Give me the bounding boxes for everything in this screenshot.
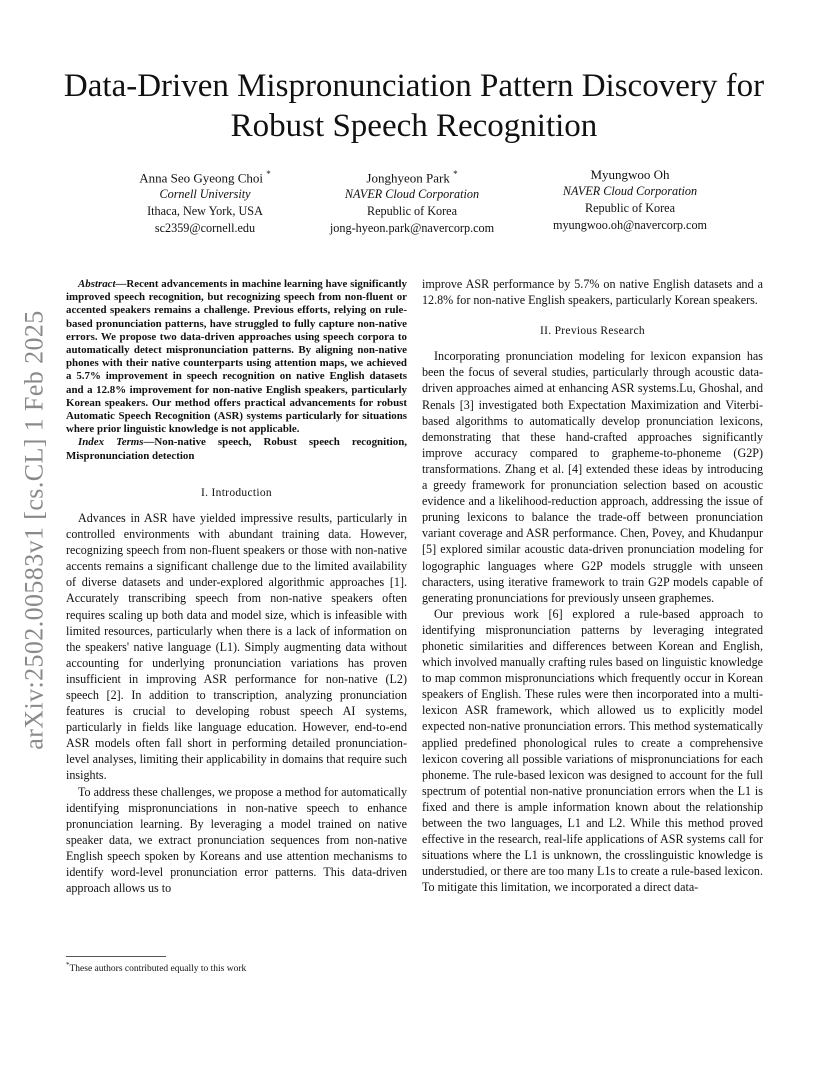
author-1-mark: * — [266, 169, 271, 179]
footnote-text: These authors contributed equally to this work — [69, 964, 247, 975]
introduction-paragraph-1: Advances in ASR have yielded impressive results, particularly in controlled environments with abundant training data. However, recognizing speech from non-fluent speakers or those with non-native accents remains a significant challenge due to the limited availability of diverse datasets and under-explored algorithmic approaches [1]. Accurately transcribing speech from non-native speakers often requires scaling up both data and model size, which is infeasible with limited resources, particularly when there is a lack of information on the speakers' native language (L1). Simply augmenting data without accounting for underlying pronunciation variations has proven insufficient in improving ASR performance for non-native (L2) speech [2]. In addition to transcription, analyzing pronunciation features is crucial to developing robust speech AI systems, particularly in fields like language education. However, end-to-end ASR models often fall short in performing detailed pronunciation-level analyses, limiting their applicability in domains that require such insights. — [66, 510, 407, 783]
author-block — [0, 166, 828, 236]
author-1-affiliation: Cornell University — [159, 187, 251, 202]
author-1 — [90, 166, 320, 237]
footnote — [66, 961, 246, 974]
author-2-location: Republic of Korea — [366, 204, 458, 219]
author-1-name: Anna Seo Gyeong Choi — [139, 170, 264, 186]
previous-research-paragraph-1: Incorporating pronunciation modeling for lexicon expansion has been the focus of several studies, particularly through acoustic data-driven approaches aimed at enhancing ASR systems.Lu, Ghoshal, and Renals [3] investigated both Expectation Maximization and Viterbi-based algorithms to automatically develop pronunciation lexicons, demonstrating that these hand-crafted approaches significantly improve accuracy compared to grapheme-to-phoneme (G2P) transformations. Zhang et al. [4] extended these ideas by introducing a greedy framework for pronunciation selection based on acoustic evidence and a likelihood-reduction approach, addressing the issue of pruning lexicons to balance the trade-off between pronunciation variant coverage and ASR performance. Chen, Povey, and Khudanpur [5] explored similar acoustic data-driven pronunciation modeling for logographic languages where G2P models struggle with unseen characters, using iterative framework to train G2P models capable of generating pronunciations for previously unseen graphemes. — [422, 349, 763, 605]
author-2 — [297, 166, 527, 237]
previous-research-paragraph-2: Our previous work [6] explored a rule-based approach to identifying mispronunciation patterns by leveraging integrated phonetic similarities and differences between Korean and English, which involved manually crafting rules based on linguistic knowledge to map common mispronunciations which frequently occur in Korean speakers of English. These rules were then incorporated into a multi-lexicon ASR framework, which allowed us to explicitly model expected non-native pronunciation errors. This method systematically applied predefined phonological rules to create a comprehensive lexicon covering all possible variations of mispronunciations for each phoneme. The rule-based lexicon was designed to account for the full spectrum of potential non-native pronunciation errors when the L1 is fixed and there is ample information known about the relationship between the two languages, L1 and L2. While this method proved effective in the research, real-life applications of ASR systems call for situations where the L1 is unknown, the crosslinguistic knowledge is understudied, or there are too many L1s to create a rule-based lexicon. To mitigate this limitation, we incorporated a direct data- — [422, 606, 763, 895]
author-2-name: Jonghyeon Park — [366, 170, 450, 186]
author-3-name: Myungwoo Oh — [590, 167, 670, 182]
index-terms-text: —Non-native speech, Robust speech recognition, Mispronunciation detection — [66, 436, 407, 462]
section-heading-previous-research: II. Previous Research — [540, 325, 645, 338]
left-column — [66, 278, 407, 896]
arxiv-identifier — [18, 300, 52, 760]
index-terms-label: Index Terms — [78, 436, 144, 449]
footnote-mark: * — [66, 961, 70, 969]
author-3-affiliation: NAVER Cloud Corporation — [562, 184, 698, 198]
author-2-mark: * — [453, 169, 458, 179]
abstract-label: Abstract — [78, 278, 116, 290]
section-heading-introduction: I. Introduction — [201, 486, 272, 499]
paper-title — [40, 66, 788, 146]
arxiv-identifier-text: arXiv:2502.00583v1 [cs.CL] 1 Feb 2025 — [20, 310, 50, 750]
abstract-text: —Recent advancements in machine learning have significantly improved speech recognition, but recognizing speech from non-fluent or accented speakers remains a challenge. Previous efforts, relying on rule-based pronunciation patterns, have struggled to fully capture non-native errors. We propose two data-driven approaches using speech corpora to automatically detect mispronunciation patterns. By aligning non-native phones with their native counterparts using attention maps, we achieved a 5.7% improvement in speech recognition on native English datasets and a 12.8% improvement for non-native English speakers, particularly Korean speakers. Our method offers practical advancements for robust Automatic Speech Recognition (ASR) systems particularly for situations where prior linguistic knowledge is not applicable. — [66, 278, 407, 436]
right-column — [422, 276, 763, 895]
title-line-1: Data-Driven Mispronunciation Pattern Discovery for — [63, 68, 765, 104]
abstract — [66, 278, 407, 436]
introduction-paragraph-2-continued: improve ASR performance by 5.7% on native English datasets and a 12.8% for non-native English speakers, particularly Korean speakers. — [422, 277, 763, 308]
author-3 — [514, 166, 746, 234]
author-3-email: myungwoo.oh@navercorp.com — [552, 218, 708, 232]
author-2-affiliation: NAVER Cloud Corporation — [344, 187, 480, 202]
author-1-location: Ithaca, New York, USA — [147, 204, 263, 219]
title-line-2: Robust Speech Recognition — [230, 108, 598, 144]
author-2-email: jong-hyeon.park@navercorp.com — [329, 221, 495, 236]
footnote-divider — [66, 956, 166, 957]
author-3-location: Republic of Korea — [584, 201, 676, 215]
introduction-paragraph-2: To address these challenges, we propose a method for automatically identifying mispronunciations in non-native speech to enhance pronunciation learning. By leveraging a model trained on native speaker data, we extract pronunciation sequences from non-native English speech spoken by Koreans and use attention mechanisms to identify word-level pronunciation error patterns. This data-driven approach allows us to — [66, 784, 407, 896]
index-terms — [66, 436, 407, 462]
author-1-email: sc2359@cornell.edu — [154, 221, 256, 236]
